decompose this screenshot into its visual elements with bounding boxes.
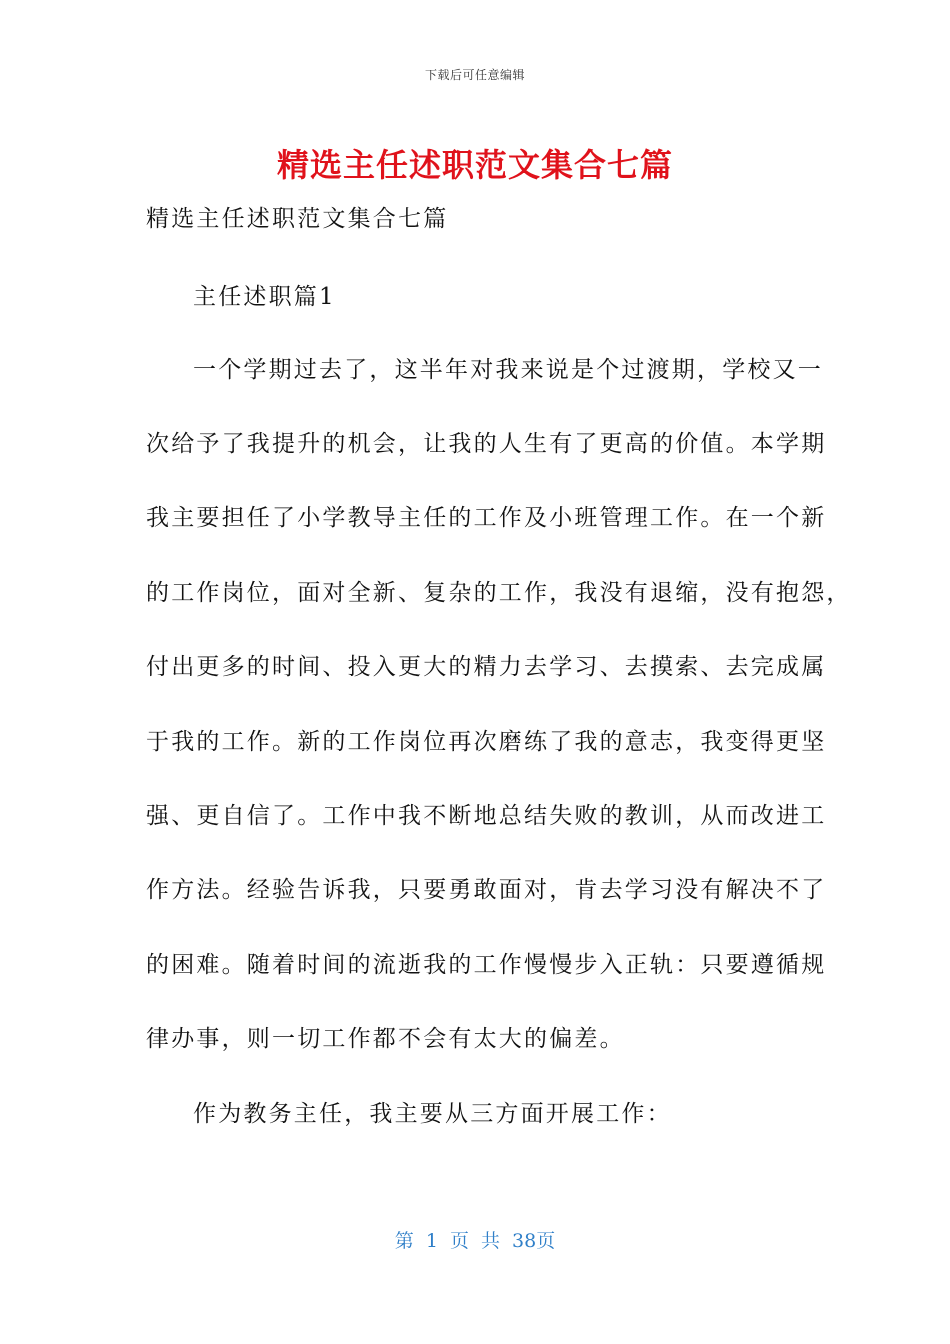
- paragraph-line: 强、更自信了。工作中我不断地总结失败的教训，从而改进工: [146, 803, 827, 829]
- subtitle-line: 精选主任述职范文集合七篇: [146, 206, 449, 232]
- paragraph-2: 作为教务主任，我主要从三方面开展工作：: [193, 1101, 672, 1127]
- paragraph-line: 付出更多的时间、投入更大的精力去学习、去摸索、去完成属: [146, 654, 827, 680]
- page-number-footer: 第 1 页 共 38页: [394, 1230, 556, 1252]
- paragraph-line: 次给予了我提升的机会，让我的人生有了更高的价值。本学期: [146, 431, 827, 457]
- paragraph-line: 的工作岗位，面对全新、复杂的工作，我没有退缩，没有抱怨，: [146, 580, 852, 606]
- paragraph-line: 我主要担任了小学教导主任的工作及小班管理工作。在一个新: [146, 505, 827, 531]
- section-heading: 主任述职篇1: [193, 284, 336, 310]
- paragraph-line: 一个学期过去了，这半年对我来说是个过渡期，学校又一: [193, 357, 823, 383]
- paragraph-line: 作方法。经验告诉我，只要勇敢面对，肯去学习没有解决不了: [146, 877, 827, 903]
- paragraph-line: 的困难。随着时间的流逝我的工作慢慢步入正轨：只要遵循规: [146, 952, 827, 978]
- paragraph-line: 于我的工作。新的工作岗位再次磨练了我的意志，我变得更坚: [146, 729, 827, 755]
- header-note: 下载后可任意编辑: [424, 68, 525, 82]
- document-title: 精选主任述职范文集合七篇: [276, 146, 673, 184]
- paragraph-line: 律办事，则一切工作都不会有太大的偏差。: [146, 1026, 625, 1052]
